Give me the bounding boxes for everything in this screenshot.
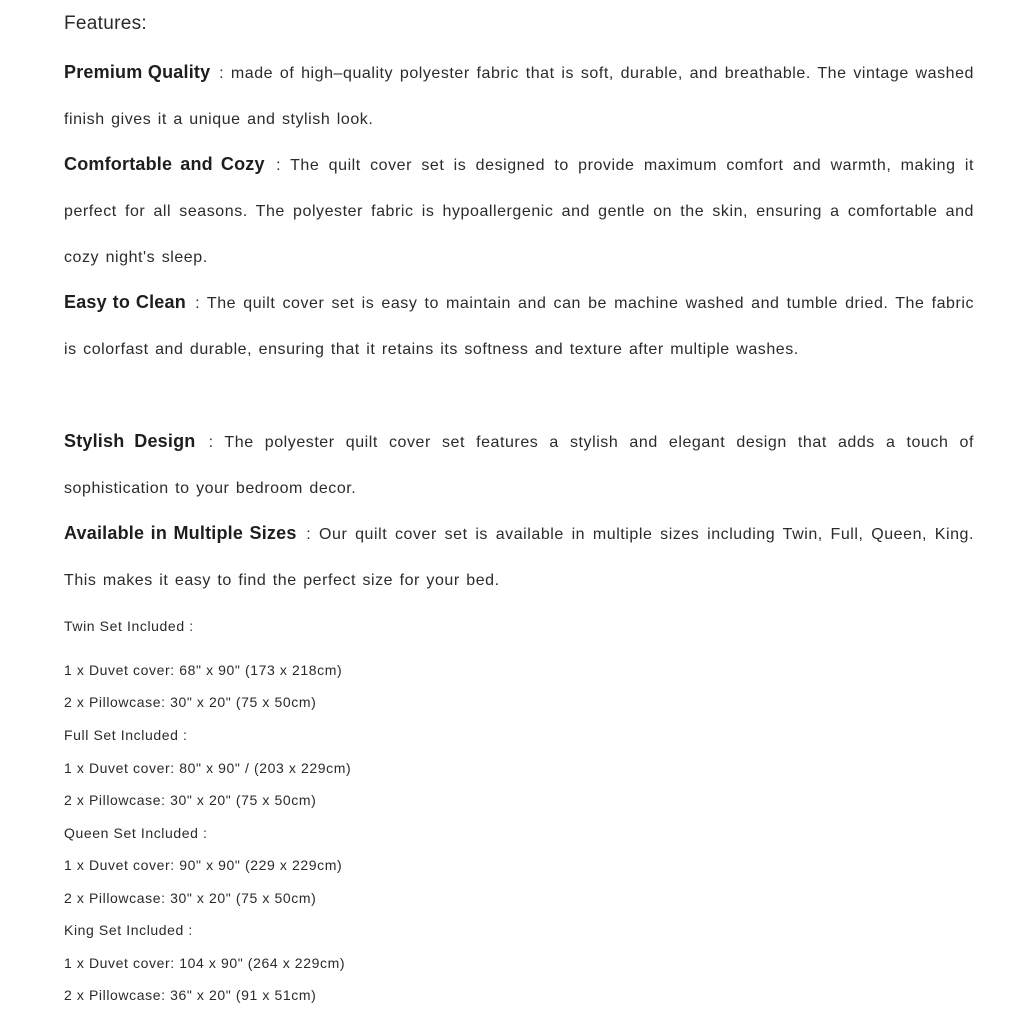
- full-set-title: Full Set Included :: [64, 727, 188, 743]
- feature-label: Available in Multiple Sizes: [64, 523, 297, 543]
- feature-text: : The polyester quilt cover set features a stylish and elegant design that adds a touch of sophistication to your bedroom decor.: [64, 434, 974, 497]
- feature-label: Stylish Design: [64, 431, 196, 451]
- twin-duvet-line: 1 x Duvet cover: 68" x 90" (173 x 218cm): [64, 662, 343, 678]
- queen-duvet-line: 1 x Duvet cover: 90" x 90" (229 x 229cm): [64, 857, 343, 873]
- king-pillowcase-line: 2 x Pillowcase: 36" x 20" (91 x 51cm): [64, 987, 317, 1003]
- feature-label: Premium Quality: [64, 62, 211, 82]
- feature-text: : made of high–quality polyester fabric that is soft, durable, and breathable. The vintage washed finish gives it a unique and stylish look.: [64, 65, 974, 128]
- feature-text: : Our quilt cover set is available in multiple sizes including Twin, Full, Queen, King. This makes it easy to find the perfect size for your bed.: [64, 526, 974, 589]
- twin-set-title: Twin Set Included :: [64, 618, 194, 634]
- king-set-title: King Set Included :: [64, 922, 193, 938]
- twin-pillowcase-line: 2 x Pillowcase: 30" x 20" (75 x 50cm): [64, 694, 317, 710]
- feature-label: Comfortable and Cozy: [64, 154, 265, 174]
- feature-easy-to-clean: [64, 279, 974, 373]
- feature-text: : The quilt cover set is easy to maintain and can be machine washed and tumble dried. The fabric is colorfast and durable, ensuring that it retains its softness and texture after multiple washes.: [64, 295, 975, 358]
- feature-multiple-sizes: [64, 510, 974, 604]
- feature-stylish-design: [64, 418, 974, 512]
- queen-set-title: Queen Set Included :: [64, 825, 208, 841]
- feature-comfortable-and-cozy: [64, 141, 974, 281]
- feature-text: : The quilt cover set is designed to provide maximum comfort and warmth, making it perfect for all seasons. The polyester fabric is hypoallergenic and gentle on the skin, ensuring a comfortable and cozy night's sleep.: [64, 157, 974, 266]
- full-pillowcase-line: 2 x Pillowcase: 30" x 20" (75 x 50cm): [64, 792, 317, 808]
- features-heading: Features:: [64, 13, 147, 34]
- king-duvet-line: 1 x Duvet cover: 104 x 90" (264 x 229cm): [64, 955, 346, 971]
- full-duvet-line: 1 x Duvet cover: 80" x 90" / (203 x 229cm): [64, 760, 352, 776]
- queen-pillowcase-line: 2 x Pillowcase: 30" x 20" (75 x 50cm): [64, 890, 317, 906]
- feature-label: Easy to Clean: [64, 292, 186, 312]
- feature-premium-quality: [64, 49, 974, 143]
